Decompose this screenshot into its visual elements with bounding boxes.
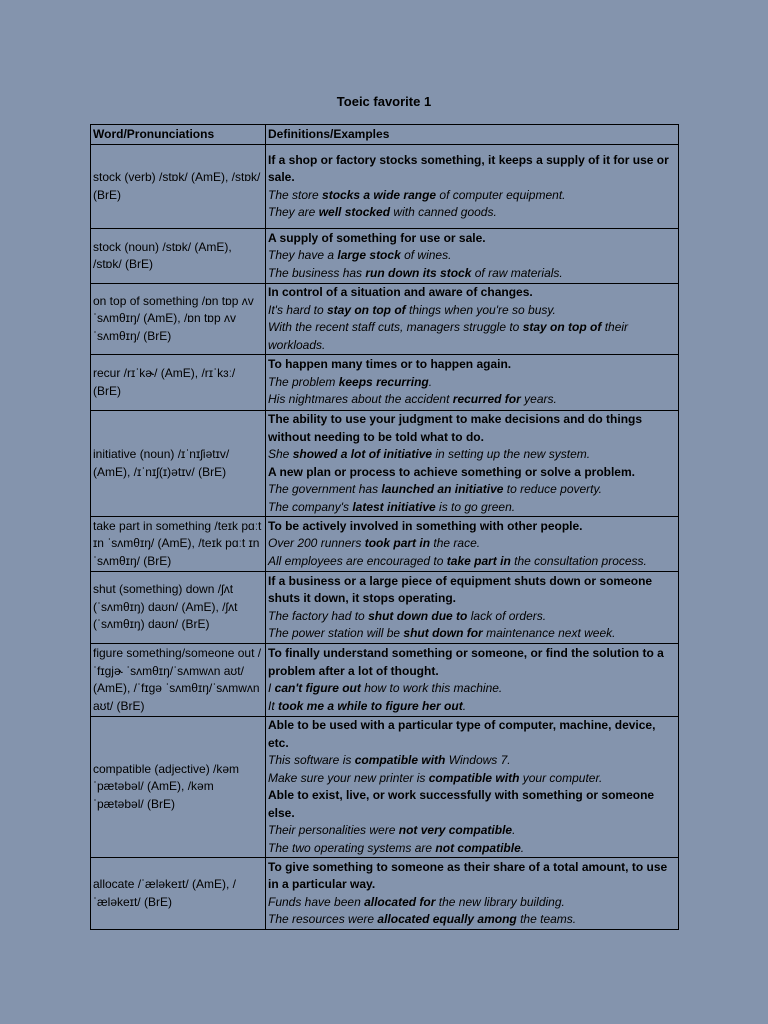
example-text: of raw materials. — [471, 265, 563, 280]
example-sentence — [268, 204, 676, 222]
table-header-row — [91, 125, 679, 145]
example-text: their workloads. — [268, 320, 629, 352]
example-keyword: not compatible — [435, 840, 521, 855]
example-text: The factory had to — [268, 608, 369, 623]
example-keyword: launched an initiative — [381, 482, 504, 496]
example-keyword: shut down due to — [368, 608, 468, 623]
table-row — [91, 411, 679, 517]
example-keyword: stocks a wide range — [322, 187, 437, 202]
example-sentence — [268, 391, 676, 409]
example-sentence — [268, 680, 676, 698]
definitions-cell — [266, 572, 679, 644]
example-sentence — [268, 265, 676, 283]
definitions-cell — [266, 717, 679, 858]
word-cell: on top of something /ɒn tɒp ʌv ˈsʌmθɪŋ/ (AmE), /ɒn tɒp ʌv ˈsʌmθɪŋ/ (BrE) — [91, 284, 266, 355]
example-text: Over 200 runners — [268, 536, 365, 551]
definitions-cell — [266, 229, 679, 284]
example-text: The government has — [268, 482, 382, 496]
definitions-cell — [266, 411, 679, 517]
word-cell: allocate /ˈæləkeɪt/ (AmE), /ˈæləkeɪt/ (BrE) — [91, 858, 266, 930]
definition-text: A supply of something for use or sale. — [268, 230, 486, 245]
example-keyword: take part in — [446, 553, 511, 568]
table-row — [91, 145, 679, 229]
example-sentence — [268, 698, 676, 716]
vocabulary-table — [90, 124, 679, 930]
example-sentence — [268, 625, 676, 643]
example-sentence — [268, 911, 676, 929]
example-keyword: run down its stock — [365, 265, 472, 280]
definition-text: A new plan or process to achieve something or solve a problem. — [268, 464, 635, 479]
example-text: of wines. — [400, 248, 452, 263]
definition-text: To finally understand something or someone, or find the solution to a problem after a lot of thought. — [268, 646, 664, 678]
table-row — [91, 229, 679, 284]
definition-text: Able to exist, live, or work successfully with something or someone else. — [268, 788, 655, 820]
example-sentence — [268, 770, 676, 788]
example-text: is to go green. — [435, 499, 516, 514]
example-text: The company's — [268, 499, 353, 514]
table-row — [91, 517, 679, 572]
example-sentence — [268, 894, 676, 912]
example-text: With the recent staff cuts, managers struggle to — [268, 320, 523, 334]
example-text: They are — [268, 205, 319, 219]
example-keyword: recurred for — [452, 392, 521, 407]
example-keyword: allocated equally among — [377, 912, 517, 926]
definitions-cell — [266, 517, 679, 572]
word-cell: recur /rɪˈkɚ/ (AmE), /rɪˈkɜː/ (BrE) — [91, 355, 266, 411]
word-cell: stock (noun) /stɒk/ (AmE), /stɒk/ (BrE) — [91, 229, 266, 284]
table-row — [91, 284, 679, 355]
example-sentence — [268, 553, 676, 571]
word-cell: initiative (noun) /ɪˈnɪʃiətɪv/ (AmE), /ɪˈnɪʃ(ɪ)ətɪv/ (BrE) — [91, 411, 266, 517]
example-text: The resources were — [268, 912, 378, 926]
example-text: Make sure your new printer is — [268, 770, 429, 785]
example-keyword: latest initiative — [352, 499, 436, 514]
example-text: how to work this machine. — [360, 681, 503, 695]
example-sentence — [268, 319, 676, 354]
example-text: maintenance next week. — [482, 626, 616, 640]
example-keyword: large stock — [337, 248, 401, 263]
example-text: It — [268, 698, 279, 713]
example-text: This software is — [268, 753, 355, 767]
column-header-word: Word/Pronunciations — [91, 125, 266, 145]
table-row — [91, 858, 679, 930]
example-text: . — [462, 698, 467, 713]
example-keyword: can't figure out — [274, 681, 361, 695]
example-keyword: took me a while to figure her out — [278, 698, 463, 713]
definitions-cell — [266, 644, 679, 717]
word-cell: shut (something) down /ʃʌt (ˈsʌmθɪŋ) daʊn/ (AmE), /ʃʌt (ˈsʌmθɪŋ) daʊn/ (BrE) — [91, 572, 266, 644]
example-sentence — [268, 822, 676, 840]
example-sentence — [268, 608, 676, 626]
example-text: the race. — [430, 536, 481, 551]
example-keyword: shut down for — [403, 626, 483, 640]
page-title: Toeic favorite 1 — [336, 94, 432, 109]
example-text: . — [512, 823, 516, 837]
example-sentence — [268, 752, 676, 770]
example-keyword: not very compatible — [398, 823, 513, 837]
example-keyword: showed a lot of initiative — [292, 447, 433, 461]
example-text: . — [428, 374, 433, 389]
example-text: . — [520, 840, 525, 855]
example-text: lack of orders. — [467, 608, 547, 623]
example-text: of computer equipment. — [436, 187, 566, 202]
word-cell: compatible (adjective) /kəm ˈpætəbəl/ (AmE), /kəm ˈpætəbəl/ (BrE) — [91, 717, 266, 858]
example-text: All employees are encouraged to — [268, 553, 447, 568]
example-text: your computer. — [519, 770, 603, 785]
example-text: to reduce poverty. — [503, 482, 602, 496]
table-row — [91, 355, 679, 411]
example-text: Funds have been — [268, 894, 365, 909]
example-text: with canned goods. — [390, 205, 497, 219]
example-keyword: well stocked — [318, 205, 391, 219]
column-header-definitions: Definitions/Examples — [266, 125, 679, 145]
definition-text: If a business or a large piece of equipment shuts down or someone shuts it down, it stops operating. — [268, 573, 653, 605]
example-sentence — [268, 840, 676, 858]
definition-text: To give something to someone as their share of a total amount, to use in a particular way. — [268, 859, 668, 891]
example-text: years. — [520, 392, 557, 407]
definitions-cell — [266, 284, 679, 355]
definitions-cell — [266, 355, 679, 411]
example-sentence — [268, 187, 676, 205]
example-text: the teams. — [516, 912, 577, 926]
word-cell: figure something/someone out /ˈfɪgjɚ ˈsʌmθɪŋ/ˈsʌmwʌn aʊt/ (AmE), /ˈfɪgə ˈsʌmθɪŋ/ˈsʌmwʌn aʊt/ (BrE) — [91, 644, 266, 717]
example-text: The power station will be — [268, 626, 404, 640]
definition-text: To happen many times or to happen again. — [268, 357, 512, 372]
example-sentence — [268, 374, 676, 392]
example-keyword: stay on top of — [327, 302, 406, 317]
example-text: It's hard to — [268, 302, 327, 317]
example-text: the consultation process. — [510, 553, 647, 568]
example-keyword: took part in — [364, 536, 431, 551]
example-text: the new library building. — [435, 894, 565, 909]
example-text: things when you're so busy. — [405, 302, 556, 317]
table-body — [91, 145, 679, 930]
example-text: The problem — [268, 374, 339, 389]
example-sentence — [268, 446, 676, 464]
word-cell: stock (verb) /stɒk/ (AmE), /stɒk/ (BrE) — [91, 145, 266, 229]
table-row — [91, 717, 679, 858]
definition-text: In control of a situation and aware of changes. — [268, 285, 533, 299]
example-text: They have a — [268, 248, 338, 263]
example-keyword: stay on top of — [522, 320, 602, 334]
definition-text: To be actively involved in something with other people. — [268, 518, 583, 533]
example-keyword: keeps recurring — [338, 374, 429, 389]
word-cell: take part in something /teɪk pɑːt ɪn ˈsʌmθɪŋ/ (AmE), /teɪk pɑːt ɪn ˈsʌmθɪŋ/ (BrE) — [91, 517, 266, 572]
example-keyword: compatible with — [354, 753, 446, 767]
example-sentence — [268, 481, 676, 499]
example-text: The store — [268, 187, 323, 202]
example-text: The business has — [268, 265, 366, 280]
table-row — [91, 572, 679, 644]
example-sentence — [268, 247, 676, 265]
definitions-cell — [266, 858, 679, 930]
example-text: Windows 7. — [445, 753, 511, 767]
example-sentence — [268, 535, 676, 553]
example-text: Their personalities were — [268, 823, 399, 837]
example-keyword: compatible with — [428, 770, 520, 785]
example-text: His nightmares about the accident — [268, 392, 453, 407]
example-text: in setting up the new system. — [432, 447, 591, 461]
example-sentence — [268, 499, 676, 517]
example-sentence — [268, 302, 676, 320]
example-text: The two operating systems are — [268, 840, 436, 855]
definition-text: The ability to use your judgment to make decisions and do things without needing to be told what to do. — [268, 412, 643, 444]
definition-text: If a shop or factory stocks something, it keeps a supply of it for use or sale. — [268, 152, 669, 184]
table-row — [91, 644, 679, 717]
example-text: I — [268, 681, 275, 695]
example-keyword: allocated for — [364, 894, 436, 909]
definition-text: Able to be used with a particular type of computer, machine, device, etc. — [268, 718, 656, 750]
definitions-cell — [266, 145, 679, 229]
example-text: She — [268, 447, 293, 461]
